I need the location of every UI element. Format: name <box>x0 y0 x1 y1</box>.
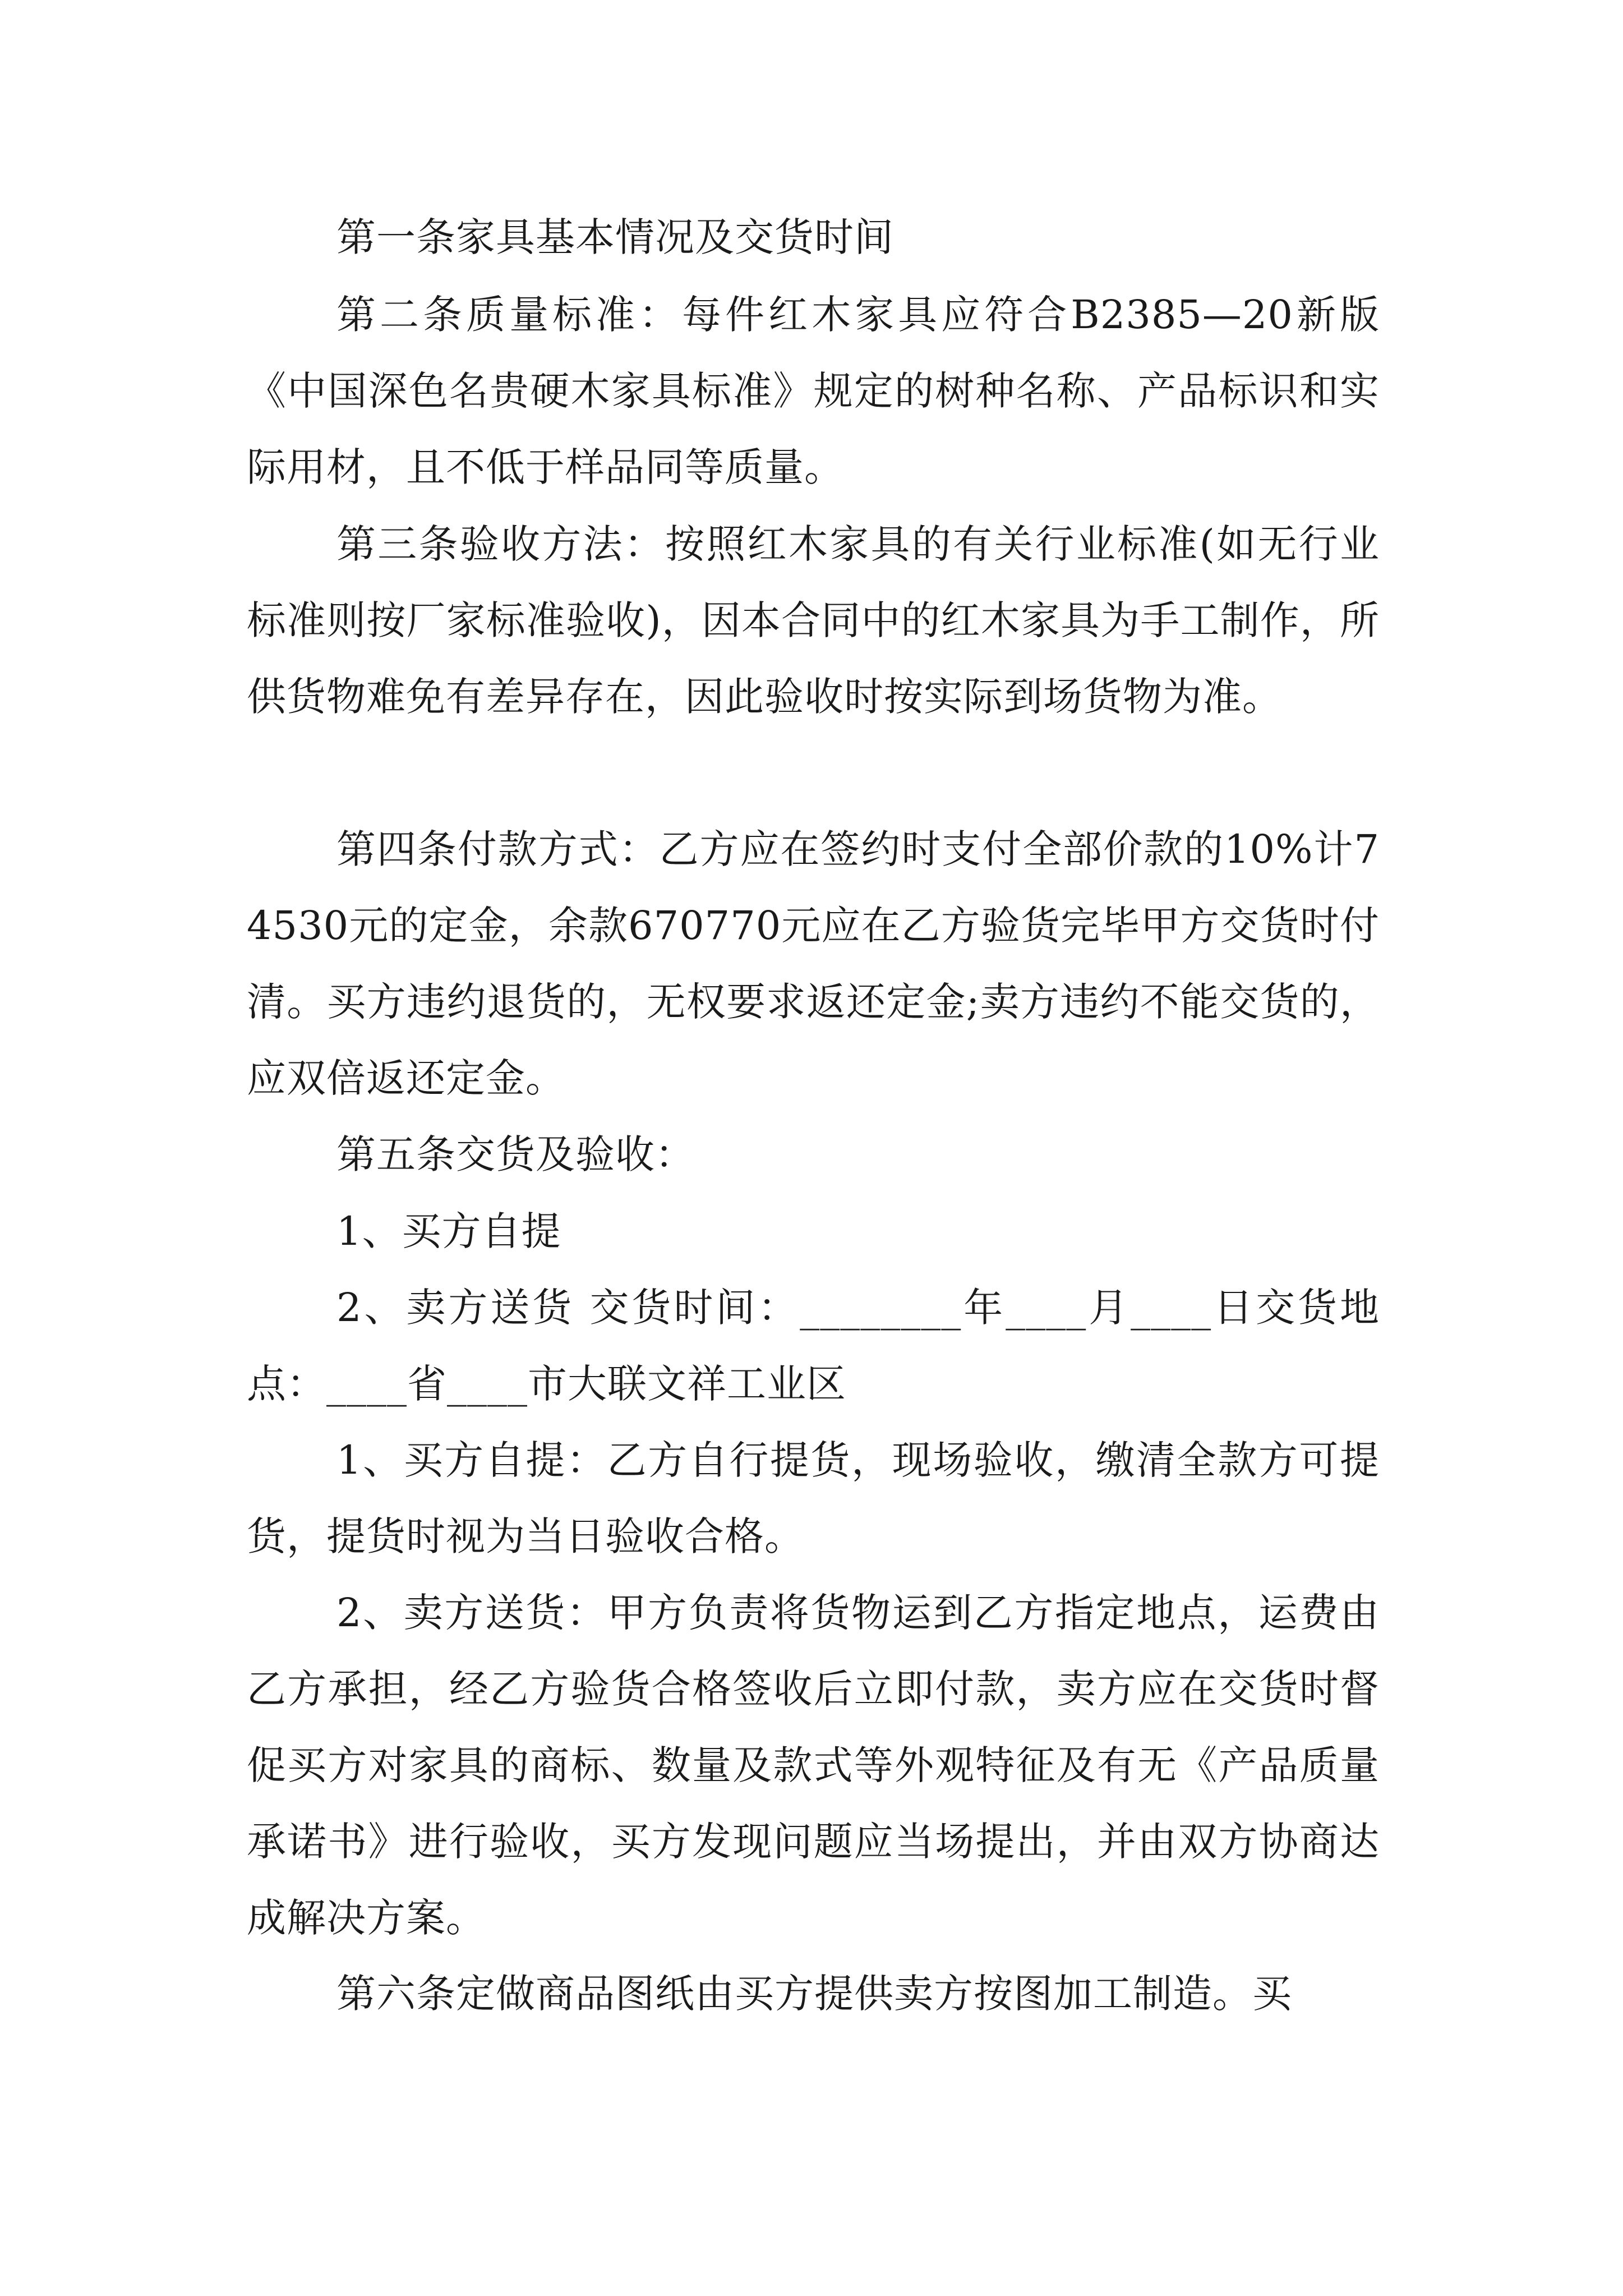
article-5-heading: 第五条交货及验收： <box>336 1131 695 1177</box>
article-6-custom-order: 第六条定做商品图纸由买方提供卖方按图加工制造。买 <box>336 1971 1292 2017</box>
article-1-heading: 第一条家具基本情况及交货时间 <box>336 214 894 260</box>
delivery-option-pickup: 1、买方自提 <box>336 1208 561 1254</box>
pickup-clause: 1、买方自提：乙方自行提货，现场验收，缴清全款方可提货，提货时视为当日验收合格。 <box>247 1437 1380 1559</box>
article-2-quality-standard: 第二条质量标准：每件红木家具应符合B2385—20新版《中国深色名贵硬木家具标准》规定的树种名称、产品标识和实际用材，且不低于样品同等质量。 <box>247 292 1380 490</box>
shipping-clause: 2、卖方送货：甲方负责将货物运到乙方指定地点，运费由乙方承担，经乙方验货合格签收后立即付款，卖方应在交货时督促买方对家具的商标、数量及款式等外观特征及有无《产品质量承诺书》进行验收，买方发现问题应当场提出，并由双方协商达成解决方案。 <box>247 1590 1380 1941</box>
delivery-option-shipping: 2、卖方送货 交货时间：________年____月____日交货地点：____省____市大联文祥工业区 <box>247 1285 1380 1407</box>
article-3-acceptance-method: 第三条验收方法：按照红木家具的有关行业标准(如无行业标准则按厂家标准验收)，因本合同中的红木家具为手工制作，所供货物难免有差异存在，因此验收时按实际到场货物为准。 <box>247 521 1380 720</box>
article-4-payment-terms: 第四条付款方式：乙方应在签约时支付全部价款的10%计74530元的定金，余款670770元应在乙方验货完毕甲方交货时付清。买方违约退货的，无权要求返还定金;卖方违约不能交货的，应双倍返还定金。 <box>247 826 1380 1101</box>
